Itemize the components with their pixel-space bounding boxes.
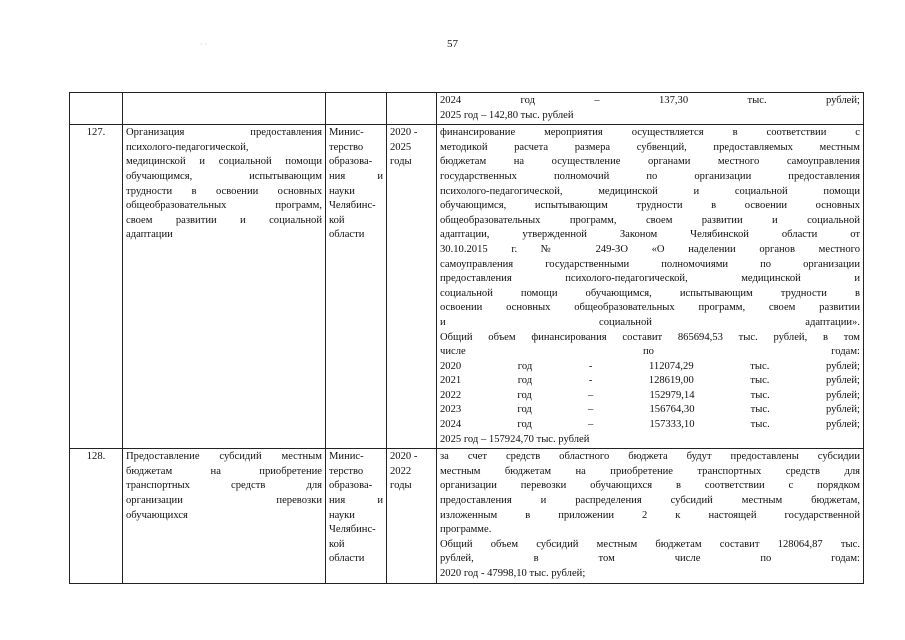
funding-source-line: освоении основных общеобразовательных программ, своем развитии [440, 302, 860, 314]
funding-source [437, 449, 864, 583]
funding-source-line: методикой расчета размера субвенций, предоставляемых местным [440, 141, 860, 153]
executor-line: Челябинс- [329, 524, 376, 536]
funding-source-line: обучающимся, испытывающим трудности в освоении основных [440, 200, 860, 212]
executor-line: кой [329, 538, 345, 550]
program-table [69, 92, 864, 584]
table-row [70, 449, 864, 583]
executor-line: науки [329, 509, 355, 521]
measure-name [123, 449, 326, 583]
executor [326, 125, 387, 449]
funding-source [437, 125, 864, 449]
period-line: 2025 [390, 141, 412, 153]
measure-name-line: медицинской и социальной помощи [126, 156, 322, 168]
funding-source-line: программе. [440, 524, 492, 536]
period-line: годы [390, 156, 412, 168]
executor-line: науки [329, 185, 355, 197]
funding-source-line: государственных полномочий по организации предоставления [440, 170, 860, 182]
executor-line: терство [329, 465, 364, 477]
period-line: 2020 - [390, 127, 418, 139]
executor-line: образова- [329, 480, 373, 492]
executor-line: Челябинс- [329, 200, 376, 212]
period [387, 93, 437, 125]
funding-source-line: предоставления и распределения субсидий местным бюджетам, [440, 495, 860, 507]
table-body [70, 93, 864, 584]
executor-line: ния и [329, 170, 383, 182]
measure-name [123, 93, 326, 125]
measure-name-line: организации перевозки [126, 495, 322, 507]
row-number [70, 93, 123, 125]
scan-speck: · · [200, 40, 208, 49]
funding-source-line: финансирование мероприятия осуществляется в соответствии с [440, 127, 860, 139]
measure-name-line: трудности в освоении основных [126, 185, 322, 197]
measure-name-line: адаптации [126, 229, 173, 241]
measure-name-line: Предоставление субсидий местным [126, 451, 322, 463]
funding-source-line: общеобразовательных программ, своем развитии и социальной [440, 214, 860, 226]
measure-name-line: обучающихся [126, 509, 188, 521]
funding-source-line: за счет средств областного бюджета будут предоставлены субсидии [440, 451, 860, 463]
funding-source [437, 93, 864, 125]
funding-source-line: 2024 год – 137,30 тыс. рублей; [440, 95, 860, 106]
funding-source-line: психолого-педагогической, медицинской и социальной помощи [440, 185, 860, 197]
period-line: 2020 - [390, 451, 418, 463]
period-line: 2022 [390, 465, 412, 477]
executor-line: Минис- [329, 127, 364, 139]
executor-line: ния и [329, 495, 383, 507]
funding-source-line: адаптации, утвержденной Законом Челябинской области от [440, 229, 860, 241]
funding-source-line: 2024 год – 157333,10 тыс. рублей; [440, 419, 860, 431]
funding-source-line: рублей, в том числе по годам: [440, 553, 860, 565]
period [387, 449, 437, 583]
funding-source-line: 2025 год – 142,80 тыс. рублей [440, 109, 574, 121]
funding-source-line: бюджетам на осуществление органами местного самоуправления [440, 156, 860, 168]
measure-name-line: обучающимся, испытывающим [126, 170, 322, 182]
funding-source-line: предоставления психолого-педагогической, медицинской и [440, 273, 860, 285]
measure-name-line: психолого-педагогической, [126, 141, 249, 153]
measure-name-line: бюджетам на приобретение [126, 465, 322, 477]
funding-source-line: 30.10.2015 г. № 249-ЗО «О наделении органов местного [440, 243, 860, 255]
funding-source-line: 2020 год - 47998,10 тыс. рублей; [440, 568, 586, 579]
funding-source-line: 2021 год - 128619,00 тыс. рублей; [440, 375, 860, 387]
page-number: 57 [447, 38, 458, 50]
executor-line: кой [329, 214, 345, 226]
funding-source-line: числе по годам: [440, 346, 860, 358]
table-row [70, 125, 864, 449]
funding-source-line: 2020 год - 112074,29 тыс. рублей; [440, 360, 860, 372]
funding-source-line: самоуправления государственными полномочиями по организации [440, 258, 860, 270]
executor [326, 449, 387, 583]
funding-source-line: Общий объем субсидий местным бюджетам составит 128064,87 тыс. [440, 538, 860, 550]
funding-source-line: 2025 год – 157924,70 тыс. рублей [440, 433, 590, 445]
executor-line: образова- [329, 156, 373, 168]
funding-source-line: 2023 год – 156764,30 тыс. рублей; [440, 404, 860, 416]
executor-line: Минис- [329, 451, 364, 463]
executor-line: области [329, 229, 365, 241]
measure-name-line: транспортных средств для [126, 480, 322, 492]
measure-name-line: общеобразовательных программ, [126, 200, 322, 212]
measure-name-line: своем развитии и социальной [126, 214, 322, 226]
period [387, 125, 437, 449]
table-row [70, 93, 864, 125]
row-number: 128. [70, 449, 123, 583]
funding-source-line: организации перевозки обучающихся в соответствии с порядком [440, 480, 860, 492]
period-line: годы [390, 480, 412, 492]
row-number: 127. [70, 125, 123, 449]
funding-source-line: изложенным в приложении 2 к настоящей государственной [440, 509, 860, 521]
executor-line: терство [329, 141, 364, 153]
executor [326, 93, 387, 125]
funding-source-line: и социальной адаптации». [440, 316, 860, 328]
funding-source-line: социальной помощи обучающимся, испытывающим трудности в [440, 287, 860, 299]
funding-source-line: 2022 год – 152979,14 тыс. рублей; [440, 389, 860, 401]
measure-name [123, 125, 326, 449]
measure-name-line: Организация предоставления [126, 127, 322, 139]
funding-source-line: Общий объем финансирования составит 865694,53 тыс. рублей, в том [440, 331, 860, 343]
funding-source-line: местным бюджетам на приобретение транспортных средств для [440, 465, 860, 477]
executor-line: области [329, 553, 365, 565]
